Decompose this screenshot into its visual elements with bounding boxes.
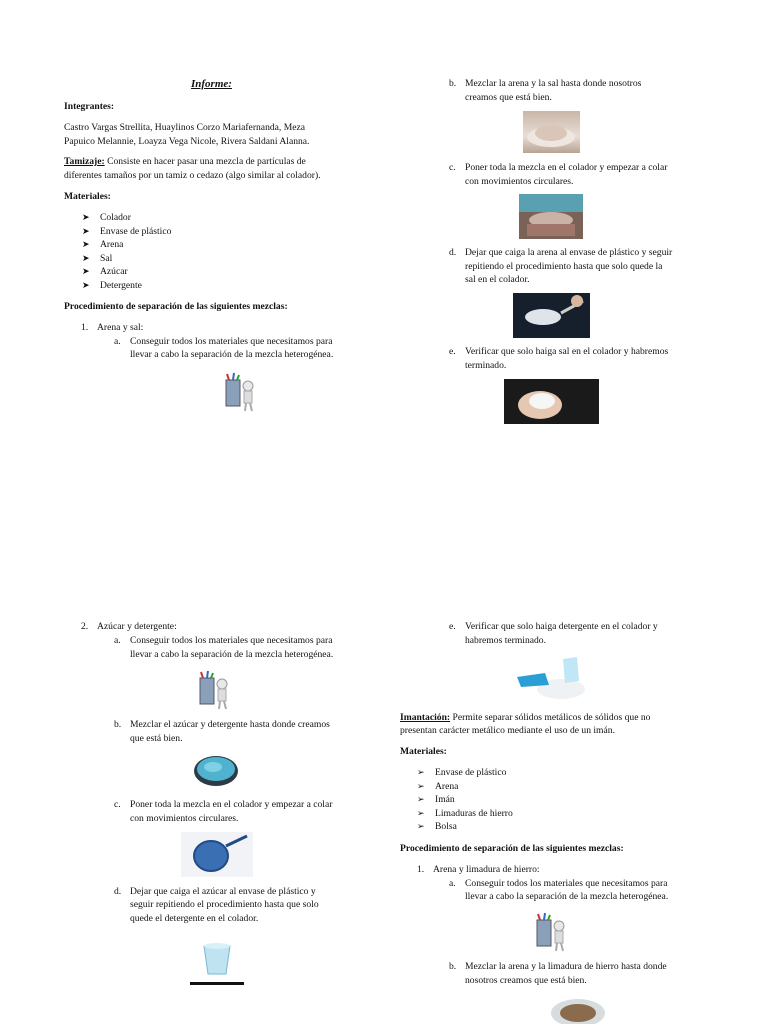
materiales-heading: Materiales: — [64, 191, 111, 202]
list-item: ➢ Bolsa — [417, 821, 457, 832]
step-e: e. Verificar que solo haiga detergente en el colador y — [449, 621, 658, 632]
sieve-pouring-image — [513, 293, 590, 338]
mix-label: 2. Azúcar y detergente: — [81, 621, 177, 632]
step-d-cont: repitiendo el procedimiento hasta que solo quede la — [465, 261, 663, 272]
step-b: b. Mezclar el azúcar y detergente hasta donde creamos — [114, 719, 330, 730]
step-d-cont: seguir repitiendo el procedimiento hasta que solo — [130, 899, 319, 910]
plastic-container-image — [190, 940, 244, 986]
arrow-bullet-icon: ➢ — [417, 767, 425, 777]
imantacion-text: presentan carácter metálico mediante el uso de un imán. — [400, 725, 615, 736]
procedimiento-heading: Procedimiento de separación de las siguientes mezclas: — [400, 843, 624, 854]
procedimiento-heading: Procedimiento de separación de las siguientes mezclas: — [64, 301, 288, 312]
arrow-bullet-icon: ➢ — [417, 780, 425, 791]
step-a-cont: llevar a cabo la separación de la mezcla heterogénea. — [130, 649, 334, 660]
tamizaje-definition — [64, 155, 306, 169]
arrow-bullet-icon: ➢ — [417, 821, 425, 831]
integrantes-line: Papuico Melannie, Loayza Vega Nicole, Rivera Saldani Alanna. — [64, 136, 310, 147]
step-b-cont: creamos que está bien. — [465, 92, 552, 103]
sand-iron-bowl-image — [549, 993, 607, 1024]
detergent-bowl-image — [193, 752, 239, 790]
step-b: b. Mezclar la arena y la sal hasta donde nosotros — [449, 78, 642, 89]
step-a: a. Conseguir todos los materiales que necesitamos para — [449, 878, 668, 889]
step-e-cont: terminado. — [465, 360, 507, 371]
tamizaje-text: Consiste en hacer pasar una mezcla de partículas de — [104, 156, 306, 167]
materials-figure-image — [222, 372, 258, 412]
sieve-image — [181, 832, 253, 877]
sieving-image — [519, 194, 583, 239]
materiales-heading: Materiales: — [400, 746, 447, 757]
list-item: ➢ Envase de plástico — [417, 767, 507, 778]
step-c-cont: con movimientos circulares. — [130, 813, 239, 824]
step-a: a. Conseguir todos los materiales que necesitamos para — [114, 635, 333, 646]
arrow-bullet-icon: ➤ — [82, 279, 90, 290]
list-item: ➤ Detergente — [82, 279, 142, 291]
step-d: d. Dejar que caiga el azúcar al envase de plástico y — [114, 886, 316, 897]
imantacion-term: Imantación: — [400, 712, 451, 723]
materials-list — [417, 766, 513, 834]
mix-label: 1. Arena y sal: — [81, 322, 144, 333]
list-item: ➤ Sal — [82, 252, 113, 264]
list-item: ➤ Arena — [82, 239, 124, 250]
salt-in-hand-image — [504, 379, 599, 424]
list-item: ➤ Colador — [82, 212, 131, 223]
arrow-bullet-icon: ➤ — [82, 266, 90, 276]
integrantes-heading: Integrantes: — [64, 101, 115, 112]
sand-salt-mix-image — [523, 111, 580, 153]
step-c: c. Poner toda la mezcla en el colador y empezar a colar — [114, 799, 333, 810]
imantacion-definition — [400, 711, 650, 725]
step-d-cont: sal en el colador. — [465, 274, 530, 285]
list-item: ➤ Envase de plástico — [82, 225, 172, 237]
list-item: ➤ Azúcar — [82, 266, 128, 277]
materials-figure-image — [533, 912, 569, 952]
step-b: b. Mezclar la arena y la limadura de hierro hasta donde — [449, 961, 667, 972]
step-e-cont: habremos terminado. — [465, 635, 546, 646]
integrantes-line: Castro Vargas Strellita, Huaylinos Corzo Mariafernanda, Meza — [64, 122, 306, 133]
arrow-bullet-icon: ➢ — [417, 794, 425, 804]
arrow-bullet-icon: ➤ — [82, 239, 90, 249]
materials-figure-image — [196, 670, 232, 710]
arrow-bullet-icon: ➤ — [82, 252, 90, 263]
list-item: ➢ Imán — [417, 794, 455, 805]
imantacion-text: Permite separar sólidos metálicos de sólidos que no — [450, 712, 651, 723]
step-b-cont: nosotros creamos que está bien. — [465, 975, 587, 986]
mix-label: 1. Arena y limadura de hierro: — [417, 864, 540, 875]
step-a-cont: llevar a cabo la separación de la mezcla heterogénea. — [465, 891, 669, 902]
step-e: e. Verificar que solo haiga sal en el colador y habremos — [449, 346, 669, 357]
list-item: ➢ Arena — [417, 780, 459, 792]
page-title: Informe: — [191, 78, 232, 90]
step-d-cont: quede el detergente en el colador. — [130, 913, 259, 924]
step-d: d. Dejar que caiga la arena al envase de plástico y seguir — [449, 247, 673, 258]
step-a-cont: llevar a cabo la separación de la mezcla heterogénea. — [130, 349, 334, 360]
detergent-scoop-image — [515, 655, 587, 703]
tamizaje-term: Tamizaje: — [64, 156, 105, 167]
tamizaje-text: diferentes tamaños por un tamiz o cedazo (algo similar al colador). — [64, 170, 321, 181]
step-a: a. Conseguir todos los materiales que necesitamos para — [114, 336, 333, 347]
arrow-bullet-icon: ➢ — [417, 807, 425, 818]
step-c-cont: con movimientos circulares. — [465, 176, 574, 187]
materials-list — [82, 211, 171, 292]
step-b-cont: que está bien. — [130, 733, 183, 744]
arrow-bullet-icon: ➤ — [82, 225, 90, 236]
step-c: c. Poner toda la mezcla en el colador y empezar a colar — [449, 162, 668, 173]
arrow-bullet-icon: ➤ — [82, 212, 90, 222]
list-item: ➢ Limaduras de hierro — [417, 807, 513, 819]
